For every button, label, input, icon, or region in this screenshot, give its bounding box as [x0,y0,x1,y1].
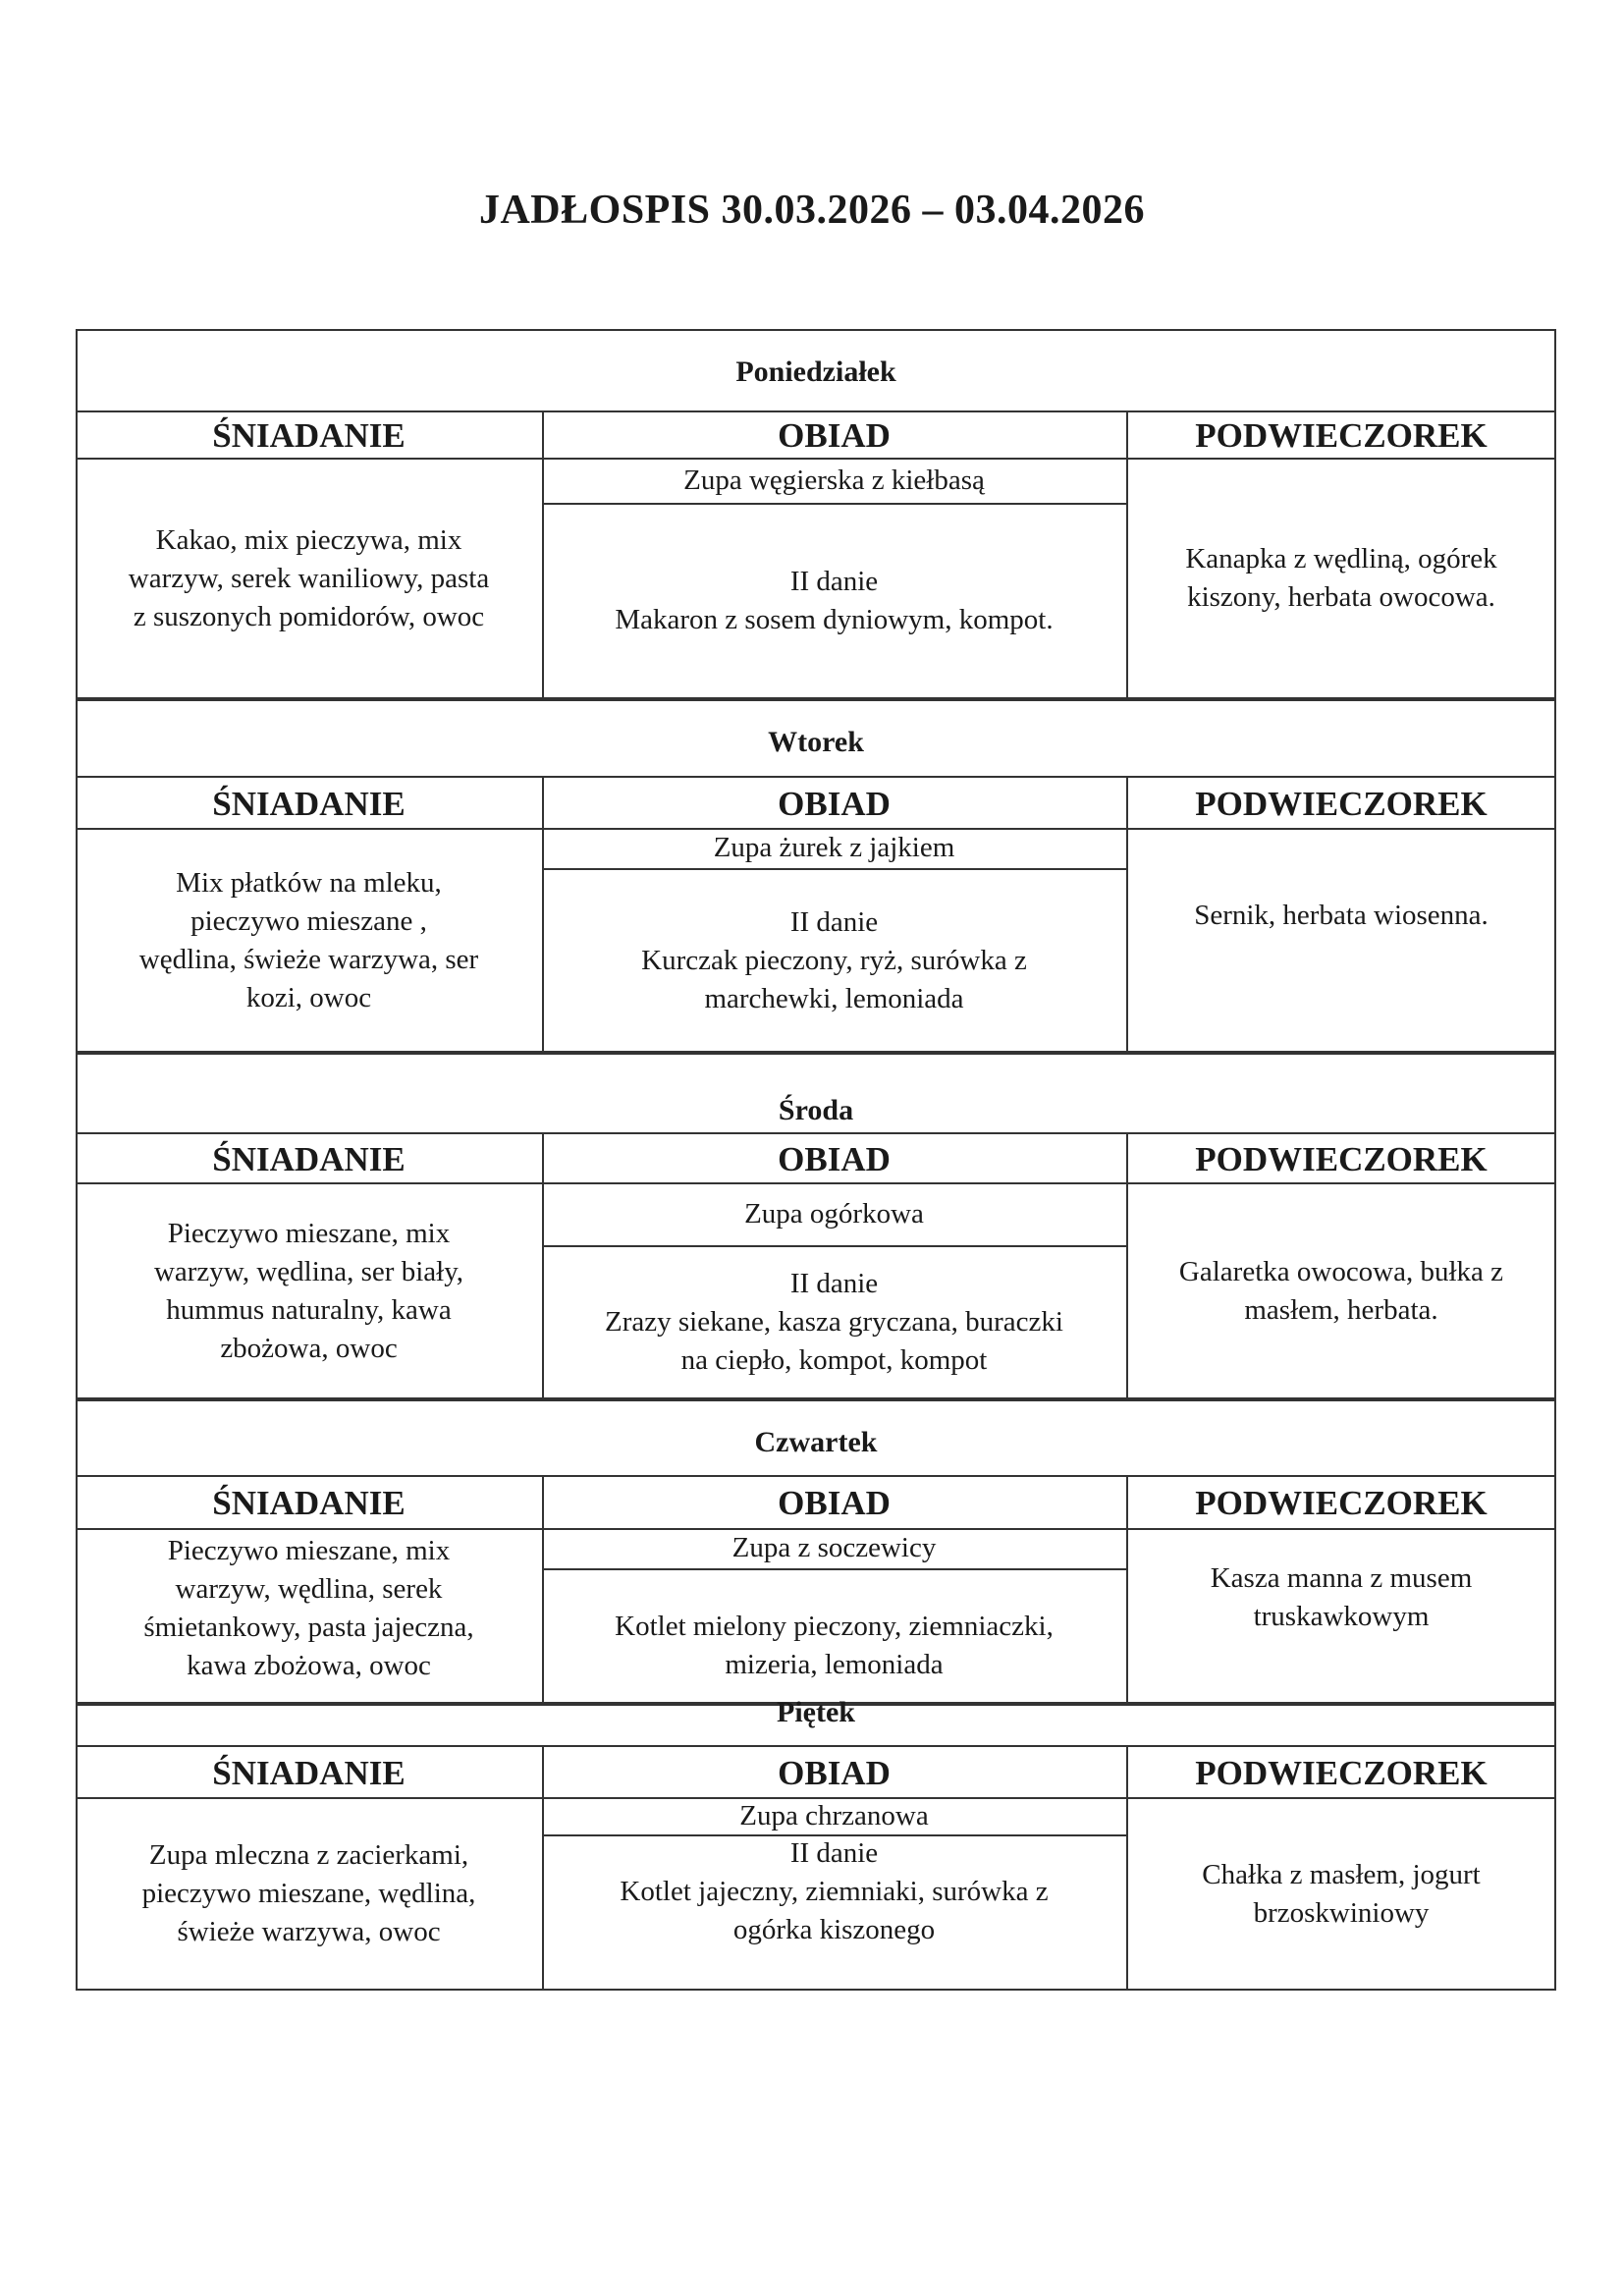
breakfast-line: kawa zbożowa, owoc [187,1650,431,1681]
breakfast-header: ŚNIADANIE [212,416,406,455]
breakfast-header: ŚNIADANIE [212,1140,406,1178]
main-course-line: II danie [789,1268,879,1299]
snack-line: Kanapka z wędliną, ogórek [1185,543,1497,574]
main-course-line: na ciepło, kompot, kompot [680,1344,988,1376]
soup-cell [542,458,1126,503]
breakfast-header: ŚNIADANIE [212,1484,406,1522]
breakfast-line: Kakao, mix pieczywa, mix [155,523,462,556]
breakfast-line: pieczywo mieszane , [190,904,427,937]
lunch-header: OBIAD [778,1484,891,1522]
breakfast-cell [76,1182,542,1399]
snack-header: PODWIECZOREK [1195,785,1488,823]
day-name: Środa [778,1094,854,1126]
main-course-cell [542,1834,1126,1991]
soup-line: Zupa z soczewicy [731,1532,937,1563]
breakfast-line: warzyw, wędlina, serek [175,1573,443,1605]
breakfast-cell [76,458,542,699]
snack-line: truskawkowym [1253,1601,1430,1632]
soup-line: Zupa chrzanowa [739,1799,929,1831]
lunch-header: OBIAD [778,785,891,823]
main-course-line: II danie [789,905,879,938]
main-course-cell [542,868,1126,1053]
breakfast-cell [76,1528,542,1704]
main-course-line: Kurczak pieczony, ryż, surówka z [641,944,1027,976]
breakfast-cell [76,828,542,1053]
main-course-line: Kotlet jajeczny, ziemniaki, surówka z [620,1876,1049,1907]
main-course-line: Zrazy siekane, kasza gryczana, buraczki [605,1306,1063,1338]
breakfast-header: ŚNIADANIE [212,785,406,823]
snack-header: PODWIECZOREK [1195,416,1488,455]
day-section [76,1399,1556,1704]
lunch-header: OBIAD [778,416,891,455]
breakfast-header: ŚNIADANIE [212,1754,406,1792]
breakfast-line: warzyw, wędlina, ser biały, [153,1255,464,1287]
main-course-line: ogórka kiszonego [732,1914,936,1945]
breakfast-line: świeże warzywa, owoc [177,1916,441,1947]
main-course-cell [542,503,1126,699]
day-section [76,1053,1556,1399]
snack-line: Kasza manna z musem [1210,1562,1473,1594]
lunch-header: OBIAD [778,1754,891,1792]
soup-line: Zupa żurek z jajkiem [713,832,955,863]
day-name: Wtorek [768,726,864,758]
menu-title: JADŁOSPIS 30.03.2026 – 03.04.2026 [478,188,1146,233]
snack-cell [1126,1528,1556,1704]
snack-cell [1126,1182,1556,1399]
breakfast-line: śmietankowy, pasta jajeczna, [143,1612,474,1643]
snack-cell [1126,828,1556,1053]
snack-line: masłem, herbata. [1244,1293,1438,1326]
soup-cell [542,1797,1126,1834]
soup-cell [542,1182,1126,1245]
breakfast-line: warzyw, serek waniliowy, pasta [128,562,490,594]
day-section [76,329,1556,699]
breakfast-line: Pieczywo mieszane, mix [167,1217,451,1249]
main-course-line: II danie [789,1837,879,1869]
day-name: Czwartek [754,1426,878,1458]
soup-cell [542,1528,1126,1568]
main-course-cell [542,1245,1126,1399]
breakfast-line: wędlina, świeże warzywa, ser [138,943,479,975]
day-section [76,1696,1556,1991]
snack-header: PODWIECZOREK [1195,1754,1488,1792]
snack-cell [1126,1797,1556,1991]
breakfast-line: Mix płatków na mleku, [176,866,442,899]
main-course-line: II danie [789,566,879,597]
breakfast-cell [76,1797,542,1991]
breakfast-line: zbożowa, owoc [220,1332,398,1364]
snack-header: PODWIECZOREK [1195,1484,1488,1522]
day-section [76,699,1556,1053]
snack-line: Sernik, herbata wiosenna. [1194,900,1489,931]
snack-line: Galaretka owocowa, bułka z [1178,1255,1504,1287]
breakfast-line: pieczywo mieszane, wędlina, [141,1878,476,1909]
breakfast-line: hummus naturalny, kawa [166,1293,452,1326]
day-name: Piętek [777,1696,855,1728]
snack-cell [1126,458,1556,699]
soup-cell [542,828,1126,868]
snack-line: brzoskwiniowy [1253,1896,1430,1929]
breakfast-line: Pieczywo mieszane, mix [167,1535,451,1566]
day-name: Poniedziałek [735,355,896,388]
main-course-line: marchewki, lemoniada [704,982,964,1014]
snack-line: Chałka z masłem, jogurt [1202,1858,1481,1890]
main-course-cell [542,1568,1126,1704]
snack-header: PODWIECZOREK [1195,1140,1488,1178]
snack-line: kiszony, herbata owocowa. [1187,581,1495,613]
lunch-header: OBIAD [778,1140,891,1178]
breakfast-line: kozi, owoc [245,981,372,1013]
main-course-line: mizeria, lemoniada [725,1649,944,1680]
breakfast-line: z suszonych pomidorów, owoc [133,600,485,632]
soup-line: Zupa węgierska z kiełbasą [683,464,985,496]
breakfast-line: Zupa mleczna z zacierkami, [148,1839,469,1871]
soup-line: Zupa ogórkowa [744,1197,924,1230]
main-course-line: Kotlet mielony pieczony, ziemniaczki, [615,1611,1054,1642]
main-course-line: Makaron z sosem dyniowym, kompot. [615,604,1054,635]
